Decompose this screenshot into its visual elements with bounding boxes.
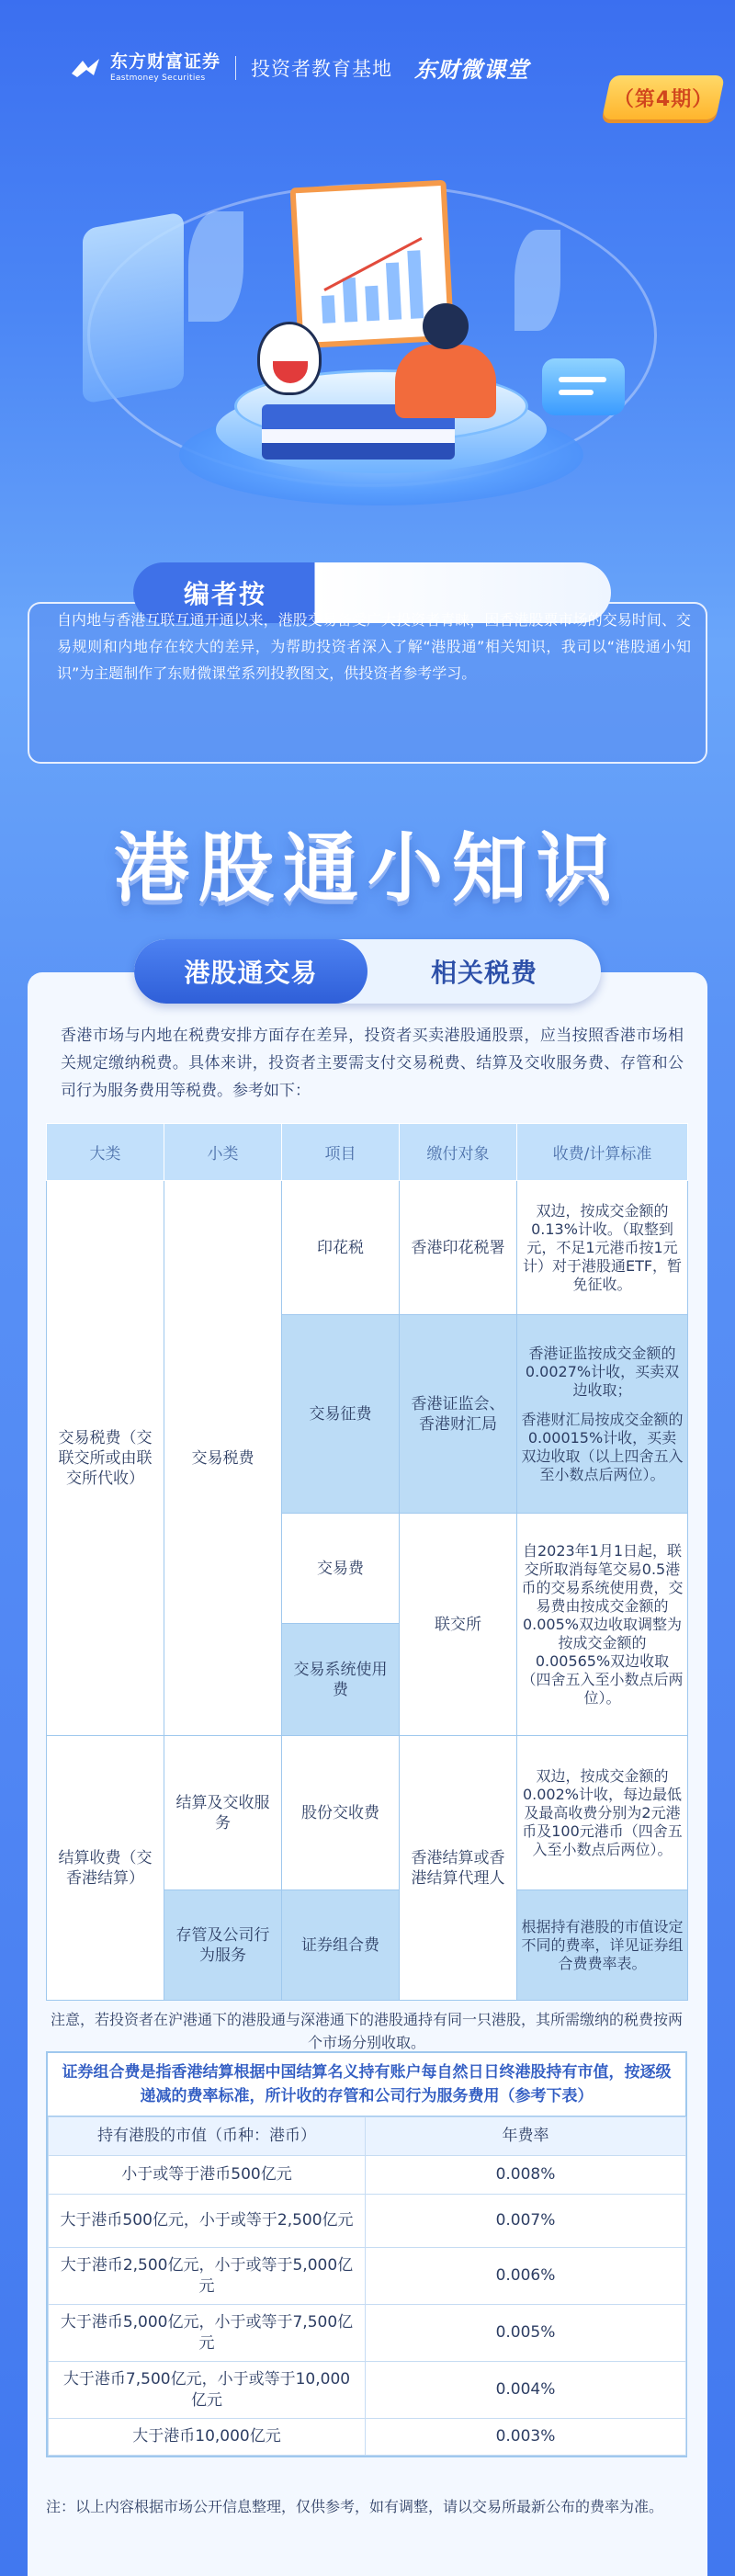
value-range-cell: 大于港币7,500亿元，小于或等于10,000亿元 xyxy=(49,2362,366,2419)
annual-rate-cell: 0.007% xyxy=(366,2195,686,2248)
sh-sz-note: 注意，若投资者在沪港通下的港股通与深港通下的港股通持有同一只港股，其所需缴纳的税费按两个市场分别收取。 xyxy=(46,2000,687,2054)
portfolio-fee-table xyxy=(48,2116,686,2456)
rate-cell: 根据持有港股的市值设定不同的费率，详见证券组合费费率表。 xyxy=(517,1890,688,2001)
value-range-cell: 大于港币10,000亿元 xyxy=(49,2419,366,2456)
annual-rate-cell: 0.008% xyxy=(366,2156,686,2195)
value-range-cell: 大于港币2,500亿元，小于或等于5,000亿元 xyxy=(49,2248,366,2305)
intro-paragraph: 香港市场与内地在税费安排方面存在差异，投资者买卖港股通股票，应当按照香港市场相关规定缴纳税费。具体来讲，投资者主要需支付交易税费、结算及交收服务费、存管和公司行为服务费用等税费。参考如下： xyxy=(61,1027,684,1100)
table-row xyxy=(49,2195,686,2248)
table-header-row xyxy=(47,1124,688,1181)
logo-english: Eastmoney Securities xyxy=(110,73,206,83)
mascot-icon xyxy=(257,322,322,395)
education-base-name: 投资者教育基地 xyxy=(251,57,393,80)
subcategory-cell: 结算及交收服务 xyxy=(164,1736,282,1890)
rate-text: 香港财汇局按成交金额的0.00015%计收，买卖双边收取（以上四舍五入至小数点后两位）。 xyxy=(521,1410,684,1483)
annual-rate-cell: 0.005% xyxy=(366,2305,686,2362)
column-header: 年费率 xyxy=(366,2117,686,2156)
editor-note-text: 自内地与香港互联互通开通以来，港股交易备受广大投资者青睐，因香港股票市场的交易时间、交易规则和内地存在较大的差异，为帮助投资者深入了解“港股通”相关知识，我司以“港股通小知识”为主题制作了东财微课堂系列投教图文，供投资者参考学习。 xyxy=(57,611,691,682)
subcategory-cell: 交易税费 xyxy=(164,1181,282,1736)
annual-rate-cell: 0.003% xyxy=(366,2419,686,2456)
payee-cell: 香港结算或香港结算代理人 xyxy=(400,1736,517,2001)
rate-text: 香港证监按成交金额的0.0027%计收，买卖双边收取； xyxy=(525,1344,680,1399)
item-cell: 交易征费 xyxy=(282,1315,400,1514)
editor-note-label: 编者按 xyxy=(183,579,266,609)
table-row xyxy=(49,2419,686,2456)
topic-tabs xyxy=(134,939,601,1004)
page-title: 港股通小知识 xyxy=(113,825,621,913)
portfolio-fee-heading: 证券组合费是指香港结算根据中国结算名义持有账户每自然日日终港股持有市值，按逐级递减的费率标准，所计收的存管和公司行为服务费用（参考下表） xyxy=(48,2053,685,2116)
issue-badge xyxy=(602,75,725,119)
column-header: 项目 xyxy=(282,1124,400,1181)
category-cell: 结算收费（交香港结算） xyxy=(47,1736,164,2001)
rate-cell: 自2023年1月1日起，联交所取消每笔交易0.5港币的交易系统使用费，交易费由按成交金额的0.005%双边收取调整为按成交金额的0.00565%双边收取（四舍五入至小数点后两位）。 xyxy=(517,1514,688,1736)
top-bar xyxy=(70,51,529,84)
table-row xyxy=(49,2305,686,2362)
value-range-cell: 小于或等于港币500亿元 xyxy=(49,2156,366,2195)
category-cell: 交易税费（交联交所或由联交所代收） xyxy=(47,1181,164,1736)
micro-class-brand: 东财微课堂 xyxy=(414,57,530,83)
glass-screen xyxy=(83,211,184,403)
brand-logo xyxy=(110,53,220,83)
issue-number: （第4期） xyxy=(613,87,714,111)
item-cell: 股份交收费 xyxy=(282,1736,400,1890)
tab-hk-connect-trading[interactable]: 港股通交易 xyxy=(134,939,368,1004)
value-range-cell: 大于港币500亿元，小于或等于2,500亿元 xyxy=(49,2195,366,2248)
table-header-row xyxy=(49,2117,686,2156)
payee-cell: 香港印花税署 xyxy=(400,1181,517,1315)
column-header: 小类 xyxy=(164,1124,282,1181)
fee-table xyxy=(46,1123,688,2001)
tab-related-fees[interactable]: 相关税费 xyxy=(430,958,537,988)
eastmoney-logo-icon xyxy=(70,57,101,79)
rate-cell: 双边，按成交金额的0.002%计收，每边最低及最高收费分别为2元港币及100元港币（四舍五入至小数点后两位）。 xyxy=(517,1736,688,1890)
annual-rate-cell: 0.006% xyxy=(366,2248,686,2305)
table-row xyxy=(47,1181,688,1315)
chat-bubble-icon xyxy=(542,358,625,415)
payee-cell: 香港证监会、香港财汇局 xyxy=(400,1315,517,1514)
table-row xyxy=(47,1736,688,1890)
table-row xyxy=(49,2156,686,2195)
column-header: 持有港股的市值（币种：港币） xyxy=(49,2117,366,2156)
rate-cell: 双边，按成交金额的0.13%计收。（取整到元，不足1元港币按1元计）对于港股通ETF，暂免征收。 xyxy=(517,1181,688,1315)
annual-rate-cell: 0.004% xyxy=(366,2362,686,2419)
item-cell: 交易系统使用费 xyxy=(282,1624,400,1736)
table-row xyxy=(49,2248,686,2305)
column-header: 收费/计算标准 xyxy=(517,1124,688,1181)
rate-cell xyxy=(517,1315,688,1514)
table-row xyxy=(49,2362,686,2419)
subcategory-cell: 存管及公司行为服务 xyxy=(164,1890,282,2001)
column-header: 大类 xyxy=(47,1124,164,1181)
item-cell: 证券组合费 xyxy=(282,1890,400,2001)
person-reading-icon xyxy=(386,303,496,423)
column-header: 缴付对象 xyxy=(400,1124,517,1181)
disclaimer-note: 注：以上内容根据市场公开信息整理，仅供参考，如有调整，请以交易所最新公布的费率为准。 xyxy=(46,2498,664,2515)
value-range-cell: 大于港币5,000亿元，小于或等于7,500亿元 xyxy=(49,2305,366,2362)
item-cell: 交易费 xyxy=(282,1514,400,1624)
portfolio-fee-section xyxy=(46,2051,687,2457)
item-cell: 印花税 xyxy=(282,1181,400,1315)
logo-chinese: 东方财富证券 xyxy=(110,51,221,72)
hero-illustration xyxy=(0,129,735,551)
divider xyxy=(235,56,236,80)
payee-cell: 联交所 xyxy=(400,1514,517,1736)
